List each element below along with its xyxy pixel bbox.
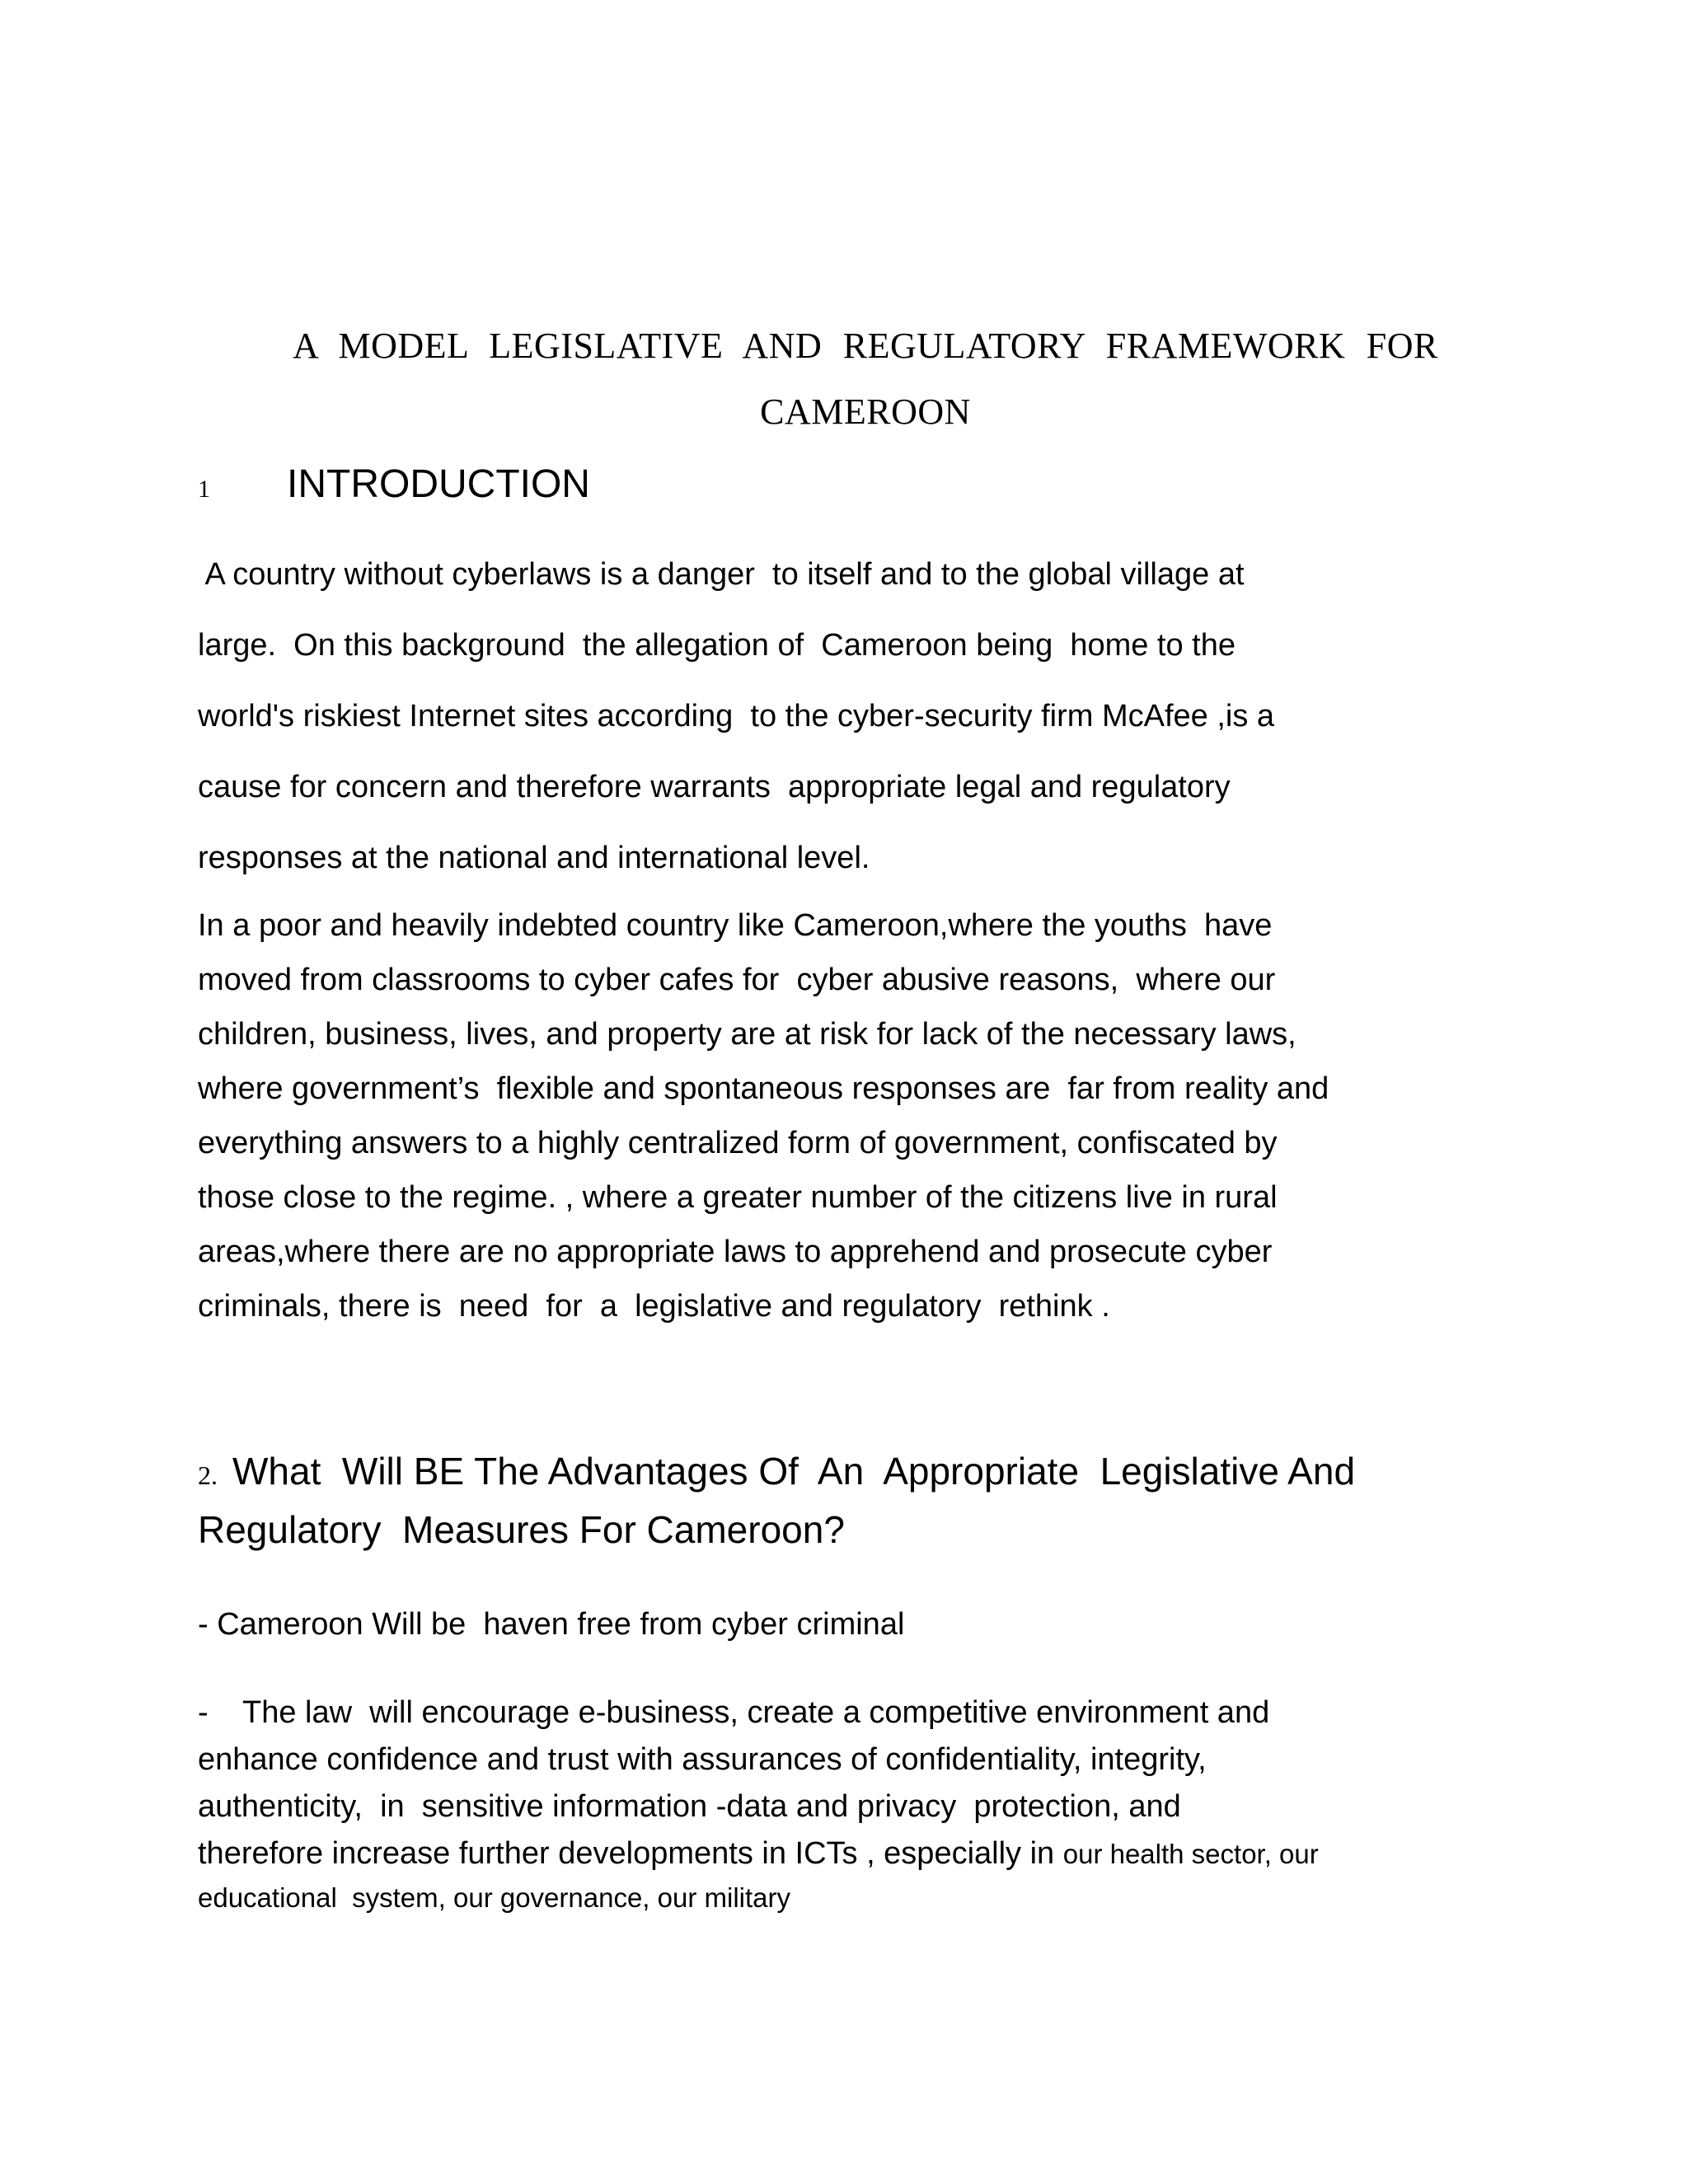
bullet-dash: - <box>198 1695 209 1730</box>
intro-p1-line: cause for concern and therefore warrants appropriate legal and regulatory <box>198 770 1231 804</box>
document-title-line-2: CAMEROON <box>760 391 971 432</box>
bullet-2-line-4-main: therefore increase further developments in ICTs , especially in <box>198 1836 1063 1871</box>
document-title-line-1: A MODEL LEGISLATIVE AND REGULATORY FRAMEWORK FOR <box>293 326 1438 366</box>
intro-p2-line: moved from classrooms to cyber cafes for cyber abusive reasons, where our <box>198 963 1276 997</box>
intro-p1-line: A country without cyberlaws is a danger to itself and to the global village at <box>198 557 1245 592</box>
intro-p2-line: where government’s flexible and spontaneous responses are far from reality and <box>198 1071 1329 1106</box>
section-2-number: 2. <box>198 1460 218 1490</box>
advantage-bullet-2 <box>198 1690 1319 1919</box>
intro-p2-line: those close to the regime. , where a greater number of the citizens live in rural <box>198 1180 1278 1215</box>
bullet-2-line <box>198 1690 1319 1736</box>
bullet-2-line <box>198 1830 1319 1877</box>
section-2-title-line-1: What Will BE The Advantages Of An Appropriate Legislative And <box>232 1450 1356 1493</box>
intro-p1-line: large. On this background the allegation of Cameroon being home to the <box>198 628 1236 663</box>
intro-p2-line: criminals, there is need for a legislative and regulatory rethink . <box>198 1289 1110 1324</box>
bullet-2-line-4-small: our health sector, our <box>1062 1839 1319 1869</box>
section-2-heading-line-1 <box>198 1444 1355 1502</box>
intro-p2-line: areas,where there are no appropriate laws to apprehend and prosecute cyber <box>198 1235 1273 1269</box>
advantage-bullet-1: - Cameroon Will be haven free from cyber criminal <box>198 1607 905 1642</box>
intro-p1-line: world's riskiest Internet sites according to the cyber-security firm McAfee ,is a <box>198 699 1275 733</box>
section-1-heading <box>198 462 590 507</box>
intro-paragraph-2 <box>198 898 1329 1333</box>
intro-paragraph-1 <box>198 539 1484 893</box>
section-1-title: INTRODUCTION <box>287 462 590 506</box>
section-2-heading <box>198 1444 1355 1557</box>
section-2-title-line-2: Regulatory Measures For Cameroon? <box>198 1508 845 1551</box>
bullet-2-line: authenticity, in sensitive information -data and privacy protection, and <box>198 1789 1181 1824</box>
intro-p1-line: responses at the national and international level. <box>198 841 870 875</box>
section-1-number: 1 <box>198 476 210 503</box>
intro-p2-line: everything answers to a highly centralized form of government, confiscated by <box>198 1126 1278 1160</box>
bullet-2-text: The law will encourage e-business, create a competitive environment and <box>242 1695 1270 1730</box>
intro-p2-line: In a poor and heavily indebted country like Cameroon,where the youths have <box>198 908 1273 943</box>
bullet-2-line: enhance confidence and trust with assurances of confidentiality, integrity, <box>198 1742 1207 1777</box>
bullet-2-line-5-small: educational system, our governance, our military <box>198 1882 791 1913</box>
intro-p2-line: children, business, lives, and property are at risk for lack of the necessary laws, <box>198 1017 1296 1052</box>
